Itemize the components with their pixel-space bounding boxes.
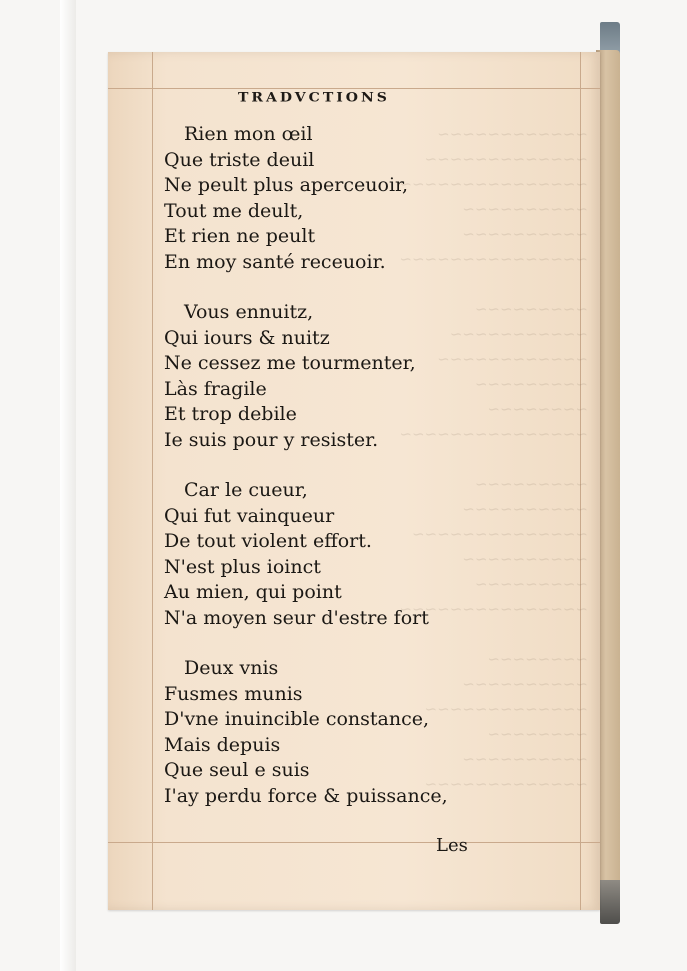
poem-line: Et rien ne peult xyxy=(164,225,316,247)
page-rule-left xyxy=(152,52,153,910)
poem-line: En moy santé receuoir. xyxy=(164,250,386,273)
poem-line: Làs fragile xyxy=(164,377,267,400)
poem-line: Qui iours & nuitz xyxy=(164,326,330,349)
stanza xyxy=(164,300,584,453)
stanza xyxy=(164,122,584,275)
poem-line: Rien mon œil xyxy=(184,123,313,145)
poem-line: Deux vnis xyxy=(184,657,279,679)
poem-line: I'ay perdu force & puissance, xyxy=(164,784,448,807)
poem-line: Ne cessez me tourmenter, xyxy=(164,352,416,374)
poem-line: Que seul e suis xyxy=(164,759,310,781)
poem-line: N'a moyen seur d'estre fort xyxy=(164,606,429,629)
poem-line: Car le cueur, xyxy=(184,479,308,501)
poem-line: Que triste deuil xyxy=(164,148,315,171)
poem-line: Ne peult plus aperceuoir, xyxy=(164,174,409,196)
poem-line: N'est plus ioinct xyxy=(164,555,321,578)
book-cover-edge-bottom xyxy=(600,880,620,924)
gutter-shadow xyxy=(60,0,76,971)
poem-line: Qui fut vainqueur xyxy=(164,504,335,527)
page-rule-top xyxy=(108,88,600,89)
poem-line: Mais depuis xyxy=(164,733,281,756)
poem-line: Ie suis pour y resister. xyxy=(164,428,379,451)
poem-line: Vous ennuitz, xyxy=(184,301,314,323)
poem-body xyxy=(164,122,584,834)
poem-line: Tout me deult, xyxy=(164,199,304,222)
book-page xyxy=(108,52,600,910)
poem-line: Et trop debile xyxy=(164,403,297,425)
poem-line: D'vne inuincible constance, xyxy=(164,708,430,730)
stanza xyxy=(164,656,584,809)
poem-line: Au mien, qui point xyxy=(164,581,342,603)
catchword: Les xyxy=(436,835,468,856)
running-head: TRADVCTIONS xyxy=(238,90,390,106)
stanza xyxy=(164,478,584,631)
show-through-text: ~~~~~~~~~~~~ ~~~~~~~~~~~~~ ~~~~~~~~~~~~~~~ ~~~~~~~~~~ ~~~~~~~~~~ ~~~~~~~~~~~~~~~ ~~~~~~~~~ ~~~~~~~~~~~ ~~~~~~~~~~~~ ~~~~~~~~~ ~~~~~~~~ ~~~~~~~~~~~~~~~ ~~~~~~~~~ ~~~~~~~~~~ ~~~~~~~~~~~~~~ ~~~~~~~~~~ ~~~~~~~~~ ~~~~~~~~~~~~~~~ ~~~~~~~~ ~~~~~~~~~~ ~~~~~~~~~~~~~ ~~~~~~~~ ~~~~~~~~~~ ~~~~~~~~~~~~~ xyxy=(399,125,588,793)
poem-line: De tout violent effort. xyxy=(164,530,372,552)
poem-line: Fusmes munis xyxy=(164,682,303,705)
